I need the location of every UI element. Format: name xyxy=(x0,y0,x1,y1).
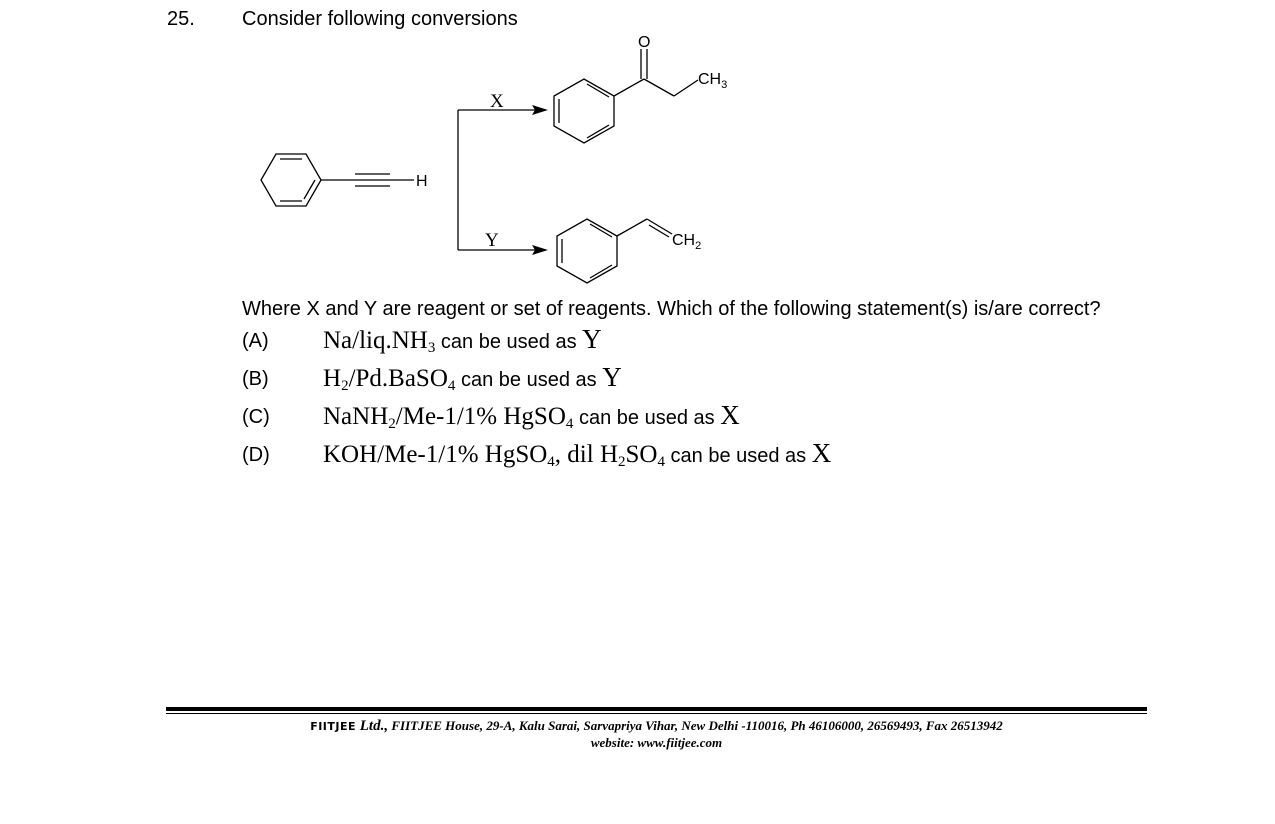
option-text-part: X xyxy=(811,438,832,468)
option-text-part: , dil H xyxy=(554,441,618,468)
footer-website: website: www.fiitjee.com xyxy=(590,735,723,750)
option-text-part: Y xyxy=(582,324,602,354)
option-text xyxy=(323,438,831,471)
reaction-arrows xyxy=(458,110,536,250)
option-text-part: /Me-1/1% HgSO xyxy=(395,403,566,430)
product-x-benzene-ring xyxy=(554,79,614,143)
option-text-part: H xyxy=(323,365,342,392)
reagent-x-label: X xyxy=(490,91,504,112)
option-label: (B) xyxy=(242,368,269,390)
triple-bond xyxy=(321,174,414,186)
option-text-part: Na/liq.NH xyxy=(323,327,428,354)
reagent-y-label: Y xyxy=(485,230,499,251)
product-y-ch2-label xyxy=(672,232,701,252)
footer-address-line xyxy=(166,718,1147,735)
reaction-scheme xyxy=(240,30,780,292)
reactant-h-label: H xyxy=(416,173,428,190)
option-text xyxy=(323,362,622,395)
option-text-part: can be used as xyxy=(573,407,721,429)
reactant-benzene-ring xyxy=(261,154,321,206)
option-text-part: 4 xyxy=(657,454,665,471)
option-text-part: 2 xyxy=(388,416,396,433)
question-prompt: Where X and Y are reagent or set of reagents. Which of the following statement(s) is/are correct? xyxy=(242,298,1101,320)
option-text-part: KOH/Me-1/1% HgSO xyxy=(323,441,548,468)
option-text-part: can be used as xyxy=(664,445,812,467)
product-y-benzene-ring xyxy=(557,219,617,283)
page-footer xyxy=(166,718,1147,751)
option-label: (C) xyxy=(242,406,270,428)
product-x-oxygen-label: O xyxy=(638,34,651,51)
option-text-part: NaNH xyxy=(323,403,389,430)
footer-divider-thick xyxy=(166,707,1147,711)
product-x-ch3-subscript: 3 xyxy=(721,79,728,91)
option-text-part: 4 xyxy=(565,416,574,433)
footer-divider-thin xyxy=(166,713,1147,714)
footer-address: FIITJEE House, 29-A, Kalu Sarai, Sarvapriya Vihar, New Delhi -110016, Ph 46106000, 26569493, Fax 26513942 xyxy=(388,718,1003,733)
product-x-side-chain xyxy=(614,49,698,96)
option-text-part: 2 xyxy=(341,378,349,395)
vinyl-double-bond xyxy=(617,219,672,237)
product-y-ch2-subscript: 2 xyxy=(695,240,702,252)
question-number: 25. xyxy=(167,8,195,30)
option-text-part: SO xyxy=(625,441,658,468)
product-y-ch2-text: CH xyxy=(672,232,696,249)
question-title: Consider following conversions xyxy=(242,8,518,30)
option-text-part: can be used as xyxy=(455,369,603,391)
footer-ltd: Ltd., xyxy=(356,718,389,734)
product-x-ch3-label xyxy=(698,71,727,91)
option-text-part: /Pd.BaSO xyxy=(348,365,448,392)
option-label: (D) xyxy=(242,444,270,466)
option-text-part: 3 xyxy=(427,340,436,357)
option-text-part: can be used as xyxy=(435,331,583,353)
option-label: (A) xyxy=(242,330,269,352)
option-text xyxy=(323,400,740,433)
option-text-part: Y xyxy=(602,362,622,392)
option-text-part: 4 xyxy=(547,454,555,471)
option-text-part: X xyxy=(720,400,740,430)
option-text-part: 2 xyxy=(618,454,626,471)
option-text-part: 4 xyxy=(447,378,456,395)
option-text xyxy=(323,324,602,357)
fiitjee-logo: FIITJEE xyxy=(310,720,357,733)
product-x-ch3-text: CH xyxy=(698,71,722,88)
